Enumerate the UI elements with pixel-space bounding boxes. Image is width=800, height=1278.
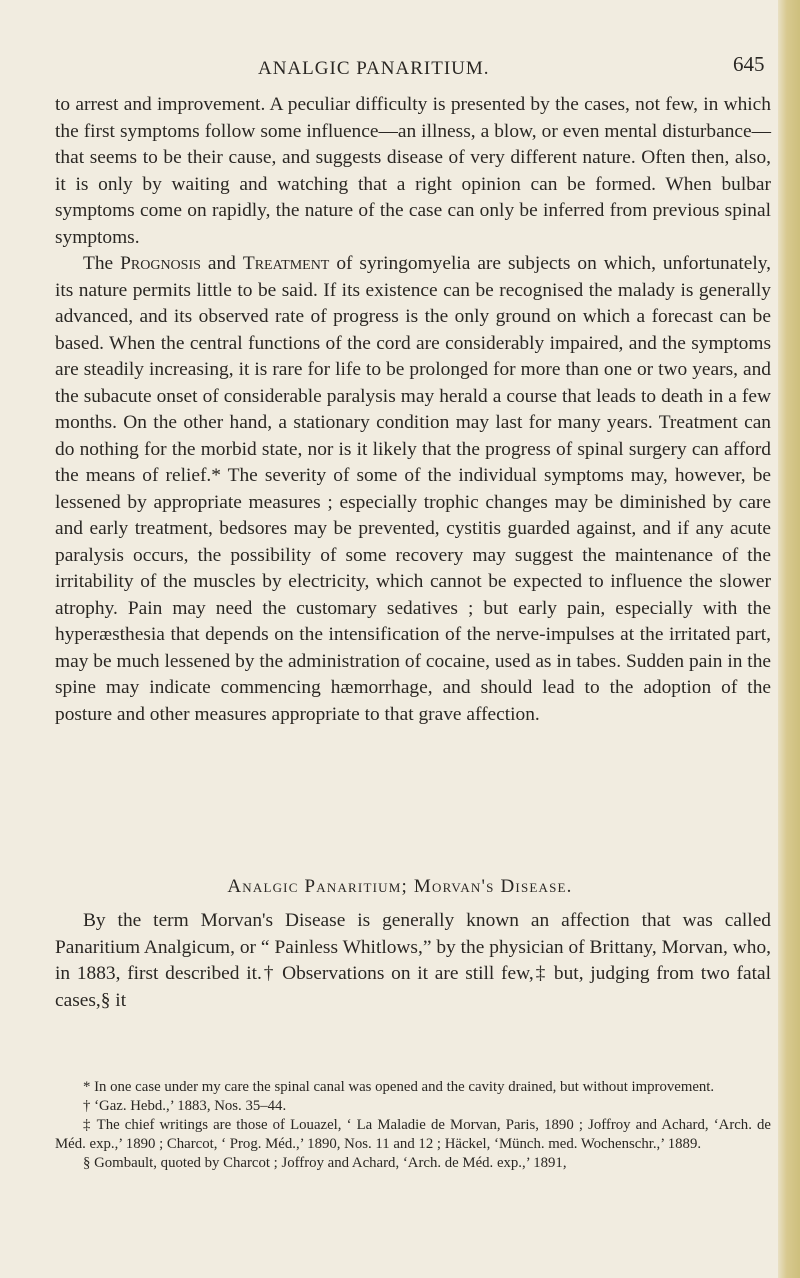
term-treatment: Treatment (242, 253, 330, 274)
page-number: 645 (733, 52, 765, 76)
running-head: ANALGIC PANARITIUM. (258, 58, 490, 79)
text-run: of syringomyelia are subjects on which, unfortunately, its nature permits little to be said. If its existence can be recognised the malady is generally advanced, and its observed rate of progress is the only ground on which a forecast can be based. When the central functions of the cord are considerably impaired, and the symptoms are steadily increasing, it is rare for life to be prolonged for more than one or two years, and the subacute onset of considerable paralysis may herald a course that leads to death in a few months. On the other hand, a stationary condition may last for many years. Treatment can do nothing for the morbid state, nor is it likely that the progress of spinal surgery can afford the means of relief.* The severity of some of the individual symptoms may, however, be lessened by appropriate measures ; especially trophic changes may be diminished by care and early treatment, bedsores may be prevented, cystitis guarded against, and if any acute paralysis occurs, the possibility of some recovery may suggest the maintenance of the irritability of the muscles by electricity, which cannot be expected to influence the slower atrophy. Pain may need the customary sedatives ; but early pain, especially with the hyperæsthesia that depends on the intensification of the nerve-impulses at the irritated part, may be much lessened by the administration of cocaine, used as in tabes. Sudden pain in the spine may indicate commencing hæmorrhage, and should lead to the adoption of the posture and other measures appropriate to that grave affection. (55, 253, 771, 725)
footnote: * In one case under my care the spinal canal was opened and the cavity drained, but without improvement. (83, 1079, 715, 1095)
footnotes (55, 1078, 771, 1173)
main-text (55, 92, 771, 728)
footnote: ‡ The chief writings are those of Louazel, ‘ La Maladie de Morvan, Paris, 1890 ; Joffroy and Achard, ‘Arch. de Méd. exp.,’ 1890 ; Charcot, ‘ Prog. Méd.,’ 1890, Nos. 11 and 12 ; Häckel, ‘Münch. med. Wochenschr.,’ 1889. (55, 1117, 771, 1152)
text-run: The (83, 253, 121, 274)
section-heading: Analgic Panaritium; Morvan's Disease. (227, 876, 573, 897)
paragraph-3: By the term Morvan's Disease is generally known an affection that was called Panaritium Analgicum, or “ Painless Whitlows,” by the physician of Brittany, Morvan, who, in 1883, first described it.† Observations on it are still few,‡ but, judging from two fatal cases,§ it (55, 910, 771, 1011)
section-text (55, 908, 771, 1014)
term-prognosis: Prognosis (120, 253, 201, 274)
footnote: † ‘Gaz. Hebd.,’ 1883, Nos. 35–44. (83, 1098, 287, 1114)
footnote: § Gombault, quoted by Charcot ; Joffroy and Achard, ‘Arch. de Méd. exp.,’ 1891, (83, 1155, 567, 1171)
paragraph-2 (55, 251, 771, 728)
page-edge (778, 0, 800, 1278)
text-run: and (200, 253, 243, 274)
paragraph-1: to arrest and improvement. A peculiar difficulty is presented by the cases, not few, in which the first symptoms follow some influence—an illness, a blow, or even mental disturbance—that seems to be their cause, and suggests disease of very different nature. Often then, also, it is only by waiting and watching that a right opinion can be formed. When bulbar symptoms come on rapidly, the nature of the case can only be inferred from previous spinal symptoms. (55, 94, 771, 248)
